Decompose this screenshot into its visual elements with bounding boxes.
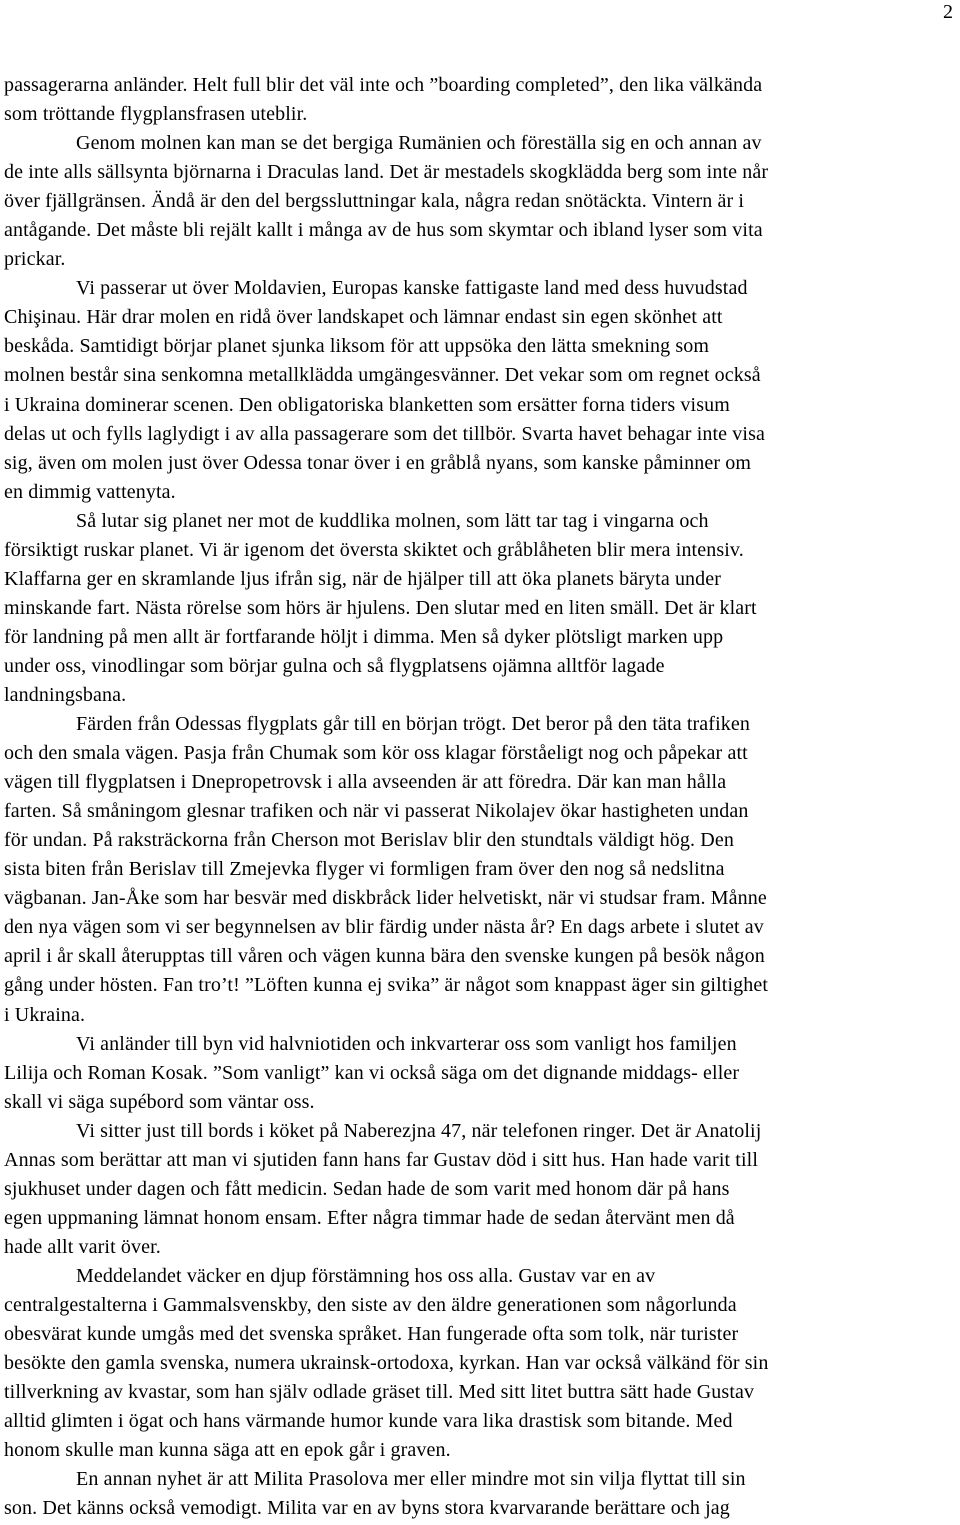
text-line: i Ukraina dominerar scenen. Den obligatoriska blanketten som ersätter forna tiders visum xyxy=(4,393,730,416)
text-line: för undan. På raksträckorna från Cherson mot Berislav blir den stundtals väldigt hög. Den xyxy=(4,829,734,852)
text-line: alltid glimten i ögat och hans värmande humor kunde vara lika drastisk som bitande. Med xyxy=(4,1410,733,1433)
text-line: Meddelandet väcker en djup förstämning hos oss alla. Gustav var en av xyxy=(76,1264,656,1287)
text-line: Vi anländer till byn vid halvniotiden och inkvarterar oss som vanligt hos familjen xyxy=(76,1032,737,1055)
text-line: Så lutar sig planet ner mot de kuddlika molnen, som lätt tar tag i vingarna och xyxy=(76,509,709,532)
text-line: den nya vägen som vi ser begynnelsen av blir färdig under nästa år? En dags arbete i slutet av xyxy=(4,916,764,939)
text-line: för landning på men allt är fortfarande höljt i dimma. Men så dyker plötsligt marken upp xyxy=(4,625,724,648)
document-body xyxy=(4,71,954,1523)
text-line: försiktigt ruskar planet. Vi är igenom det översta skiktet och gråblåheten blir mera intensiv. xyxy=(4,538,744,561)
text-line: Vi passerar ut över Moldavien, Europas kanske fattigaste land med dess huvudstad xyxy=(76,277,748,300)
text-line: besökte den gamla svenska, numera ukrainsk-ortodoxa, kyrkan. Han var också välkänd för sin xyxy=(4,1352,769,1375)
text-line: minskande fart. Nästa rörelse som hörs är hjulens. Den slutar med en liten smäll. Det är klart xyxy=(4,596,757,619)
text-line: antågande. Det måste bli rejält kallt i många av de hus som skymtar och ibland lyser som vita xyxy=(4,219,763,242)
text-line: en dimmig vattenyta. xyxy=(4,480,176,503)
text-line: tillverkning av kvastar, som han själv odlade gräset till. Med sitt litet buttra sätt hade Gustav xyxy=(4,1381,755,1404)
text-line: Lilija och Roman Kosak. ”Som vanligt” kan vi också säga om det dignande middags- eller xyxy=(4,1061,740,1084)
text-line: Klaffarna ger en skramlande ljus ifrån sig, när de hjälper till att öka planets bäryta under xyxy=(4,567,722,590)
text-line: april i år skall återupptas till våren och vägen kunna bära den svenske kungen på besök någon xyxy=(4,945,765,968)
text-line: hade allt varit över. xyxy=(4,1235,161,1258)
text-line: de inte alls sällsynta björnarna i Draculas land. Det är mestadels skogklädda berg som inte når xyxy=(4,161,769,184)
text-line: passagerarna anländer. Helt full blir det väl inte och ”boarding completed”, den lika välkända xyxy=(4,74,763,96)
text-line: beskåda. Samtidigt börjar planet sjunka liksom för att uppsöka den lätta smekning som xyxy=(4,335,710,358)
text-line: över fjällgränsen. Ändå är den del bergssluttningar kala, några redan snötäckta. Vintern är i xyxy=(4,190,745,213)
text-line: son. Det känns också vemodigt. Milita var en av byns stora kvarvarande berättare och jag xyxy=(4,1497,730,1520)
text-line: sista biten från Berislav till Zmejevka flyger vi formligen fram över den nog så nedslitna xyxy=(4,858,725,881)
page-number: 2 xyxy=(943,1,953,23)
text-line: obesvärat kunde umgås med det svenska språket. Han fungerade ofta som tolk, när turister xyxy=(4,1323,739,1346)
text-line: molnen består sina senkomna metallklädda umgängesvänner. Det vekar som om regnet också xyxy=(4,364,761,387)
text-line: skall vi säga supébord som väntar oss. xyxy=(4,1090,315,1113)
text-line: gång under hösten. Fan tro’t! ”Löften kunna ej svika” är något som knappast äger sin giltighet xyxy=(4,974,769,997)
text-line: Vi sitter just till bords i köket på Naberezjna 47, när telefonen ringer. Det är Anatolij xyxy=(76,1119,762,1142)
text-line: landningsbana. xyxy=(4,683,127,706)
text-line: farten. Så småningom glesnar trafiken och när vi passerat Nikolajev ökar hastigheten undan xyxy=(4,800,749,823)
text-line: som tröttande flygplansfrasen uteblir. xyxy=(4,103,308,126)
text-line: under oss, vinodlingar som börjar gulna och så flygplatsens ojämna alltför lagade xyxy=(4,654,665,677)
text-line: Chişinau. Här drar molen en ridå över landskapet och lämnar endast sin egen skönhet att xyxy=(4,306,723,329)
text-line: sjukhuset under dagen och fått medicin. Sedan hade de som varit med honom där på hans xyxy=(4,1177,730,1200)
text-line: vägbanan. Jan-Åke som har besvär med diskbråck lider helvetiskt, när vi studsar fram. Månne xyxy=(4,887,767,910)
text-line: i Ukraina. xyxy=(4,1003,86,1026)
text-line: prickar. xyxy=(4,248,66,271)
text-line: Annas som berättar att man vi sjutiden fann hans far Gustav död i sitt hus. Han hade varit till xyxy=(4,1148,759,1171)
text-line: honom skulle man kunna säga att en epok går i graven. xyxy=(4,1439,451,1462)
text-line: delas ut och fylls laglydigt i av alla passagerare som det tillbör. Svarta havet behagar inte visa xyxy=(4,422,765,445)
text-line: Färden från Odessas flygplats går till en början trögt. Det beror på den täta trafiken xyxy=(76,713,750,736)
text-line: En annan nyhet är att Milita Prasolova mer eller mindre mot sin vilja flyttat till sin xyxy=(76,1468,746,1491)
text-line: Genom molnen kan man se det bergiga Rumänien och föreställa sig en och annan av xyxy=(76,132,762,155)
text-line: vägen till flygplatsen i Dnepropetrovsk i alla avseenden är att föredra. Där kan man hålla xyxy=(4,771,727,794)
text-line: och den smala vägen. Pasja från Chumak som kör oss klagar förståeligt nog och påpekar att xyxy=(4,742,748,765)
text-line: centralgestalterna i Gammalsvenskby, den siste av den äldre generationen som någorlunda xyxy=(4,1293,737,1316)
text-line: sig, även om molen just över Odessa tonar över i en gråblå nyans, som kanske påminner om xyxy=(4,451,752,474)
text-line: egen uppmaning lämnat honom ensam. Efter några timmar hade de sedan återvänt men då xyxy=(4,1206,735,1229)
